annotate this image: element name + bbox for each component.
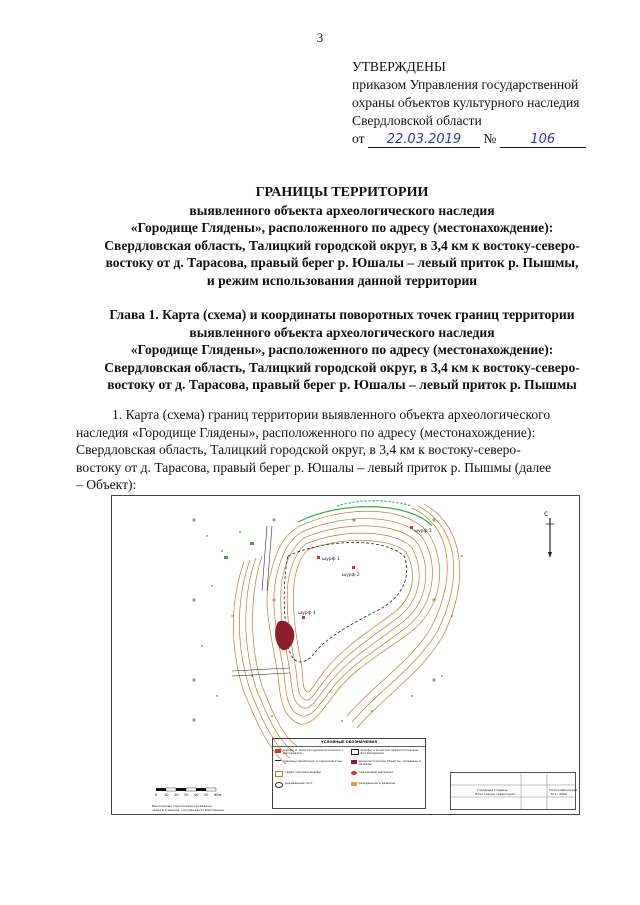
chapter-line: «Городище Глядены», расположенного по адресу (местонахождение): bbox=[130, 342, 554, 358]
stamp-text: М 1 : 2000 bbox=[551, 792, 568, 796]
approval-block bbox=[352, 58, 632, 148]
grid-crosses bbox=[192, 518, 436, 722]
legend-item: границы памятника и охранной зоны bbox=[275, 760, 348, 770]
svg-text:20: 20 bbox=[174, 793, 179, 797]
number-handwritten: 106 bbox=[530, 132, 556, 147]
legend-item: деревянный пост bbox=[275, 782, 348, 792]
chapter-line: Свердловская область, Талицкий городской округ, в 3,4 км к востоку-северо- bbox=[104, 359, 580, 375]
svg-text:50: 50 bbox=[204, 793, 209, 797]
svg-text:10: 10 bbox=[164, 793, 169, 797]
number-field bbox=[500, 132, 586, 148]
stamp-text: Городище Глядены bbox=[477, 788, 508, 792]
pit-label: шурф 4 bbox=[298, 611, 316, 616]
pit-label: шурф 1 bbox=[322, 557, 340, 562]
pit-label: шурф 3 bbox=[414, 529, 432, 534]
site-feature bbox=[275, 621, 294, 651]
number-label: № bbox=[483, 131, 497, 146]
approval-line: Свердловской области bbox=[352, 113, 482, 128]
title-line: востоку от д. Тарасова, правый берег р. Юшалы – левый приток р. Пышмы, bbox=[105, 255, 579, 271]
scale-note: через 0.5 метров, система высот Балтийская bbox=[152, 807, 224, 812]
north-label: С bbox=[544, 511, 549, 518]
svg-text:40: 40 bbox=[194, 793, 199, 797]
vegetation-squares bbox=[224, 542, 254, 559]
svg-text:60м: 60м bbox=[214, 793, 222, 797]
paragraph-line: 1. Карта (схема) границ территории выявленного объекта археологического bbox=[112, 407, 551, 422]
legend-item: шурфы и зачистки археологические с материалом bbox=[275, 749, 348, 759]
paragraph-line: наследия «Городище Глядены», расположенного по адресу (местонахождение): bbox=[76, 424, 536, 440]
title-line: «Городище Глядены», расположенного по адресу (местонахождение): bbox=[130, 220, 554, 236]
legend-item: подъемный материал bbox=[351, 771, 424, 781]
stamp-text: План границ территории bbox=[475, 792, 515, 796]
approval-heading: УТВЕРЖДЕНЫ bbox=[352, 59, 446, 74]
legend-item: шурфы и зачистки археологические без материала bbox=[351, 749, 424, 759]
stamp-text: Топографическая bbox=[549, 788, 578, 792]
paragraph-line: востоку от д. Тарасова, правый берег р. Юшалы – левый приток р. Пышмы (далее bbox=[76, 459, 552, 475]
chapter-line: Глава 1. Карта (схема) и координаты поворотных точек границ территории bbox=[109, 307, 575, 322]
svg-text:30: 30 bbox=[184, 793, 189, 797]
approval-line: приказом Управления государственной bbox=[352, 77, 579, 92]
title-line: Свердловская область, Талицкий городской округ, в 3,4 км к востоку-северо- bbox=[104, 237, 580, 253]
chapter-line: выявленного объекта археологического наследия bbox=[189, 324, 495, 340]
paragraph-line: Свердловская область, Талицкий городской округ, в 3,4 км к востоку-северо- bbox=[76, 442, 521, 458]
from-label: от bbox=[352, 131, 365, 146]
scale-note: Выкопанные горизонтали проведены bbox=[152, 804, 212, 808]
chapter-heading bbox=[58, 306, 626, 394]
site-boundary bbox=[284, 542, 407, 662]
chapter-line: востоку от д. Тарасова, правый берег р. Юшалы – левый приток р. Пышмы bbox=[107, 377, 577, 393]
paragraph-line: – Объект): bbox=[76, 477, 137, 493]
legend-item: разрушение и развалы bbox=[351, 782, 424, 792]
approval-line: охраны объектов культурного наследия bbox=[352, 95, 580, 110]
title-line: ГРАНИЦЫ ТЕРРИТОРИИ bbox=[255, 185, 429, 200]
approval-date-row bbox=[352, 130, 632, 148]
date-handwritten: 22.03.2019 bbox=[386, 132, 462, 147]
body-paragraph bbox=[76, 406, 626, 494]
vegetation-boundary bbox=[298, 501, 432, 526]
title-line: и режим использования данной территории bbox=[206, 272, 478, 288]
pit-label: шурф 2 bbox=[342, 573, 360, 578]
title-stamp bbox=[450, 772, 576, 810]
legend-title: УСЛОВНЫЕ ОБОЗНАЧЕНИЯ bbox=[273, 739, 425, 747]
svg-text:0: 0 bbox=[155, 793, 158, 797]
scale-bar bbox=[152, 786, 252, 812]
page-number: 3 bbox=[316, 30, 324, 45]
legend-item: археологические объекты, западины и развалы bbox=[351, 760, 424, 770]
north-arrow-icon bbox=[544, 511, 554, 558]
scale-bar-graphic bbox=[152, 787, 252, 801]
legend-item: трубостановки шурфы bbox=[275, 771, 348, 781]
map-legend bbox=[272, 738, 426, 809]
title-line: выявленного объекта археологического наследия bbox=[189, 202, 495, 218]
date-field bbox=[368, 132, 480, 148]
document-title bbox=[58, 184, 626, 290]
